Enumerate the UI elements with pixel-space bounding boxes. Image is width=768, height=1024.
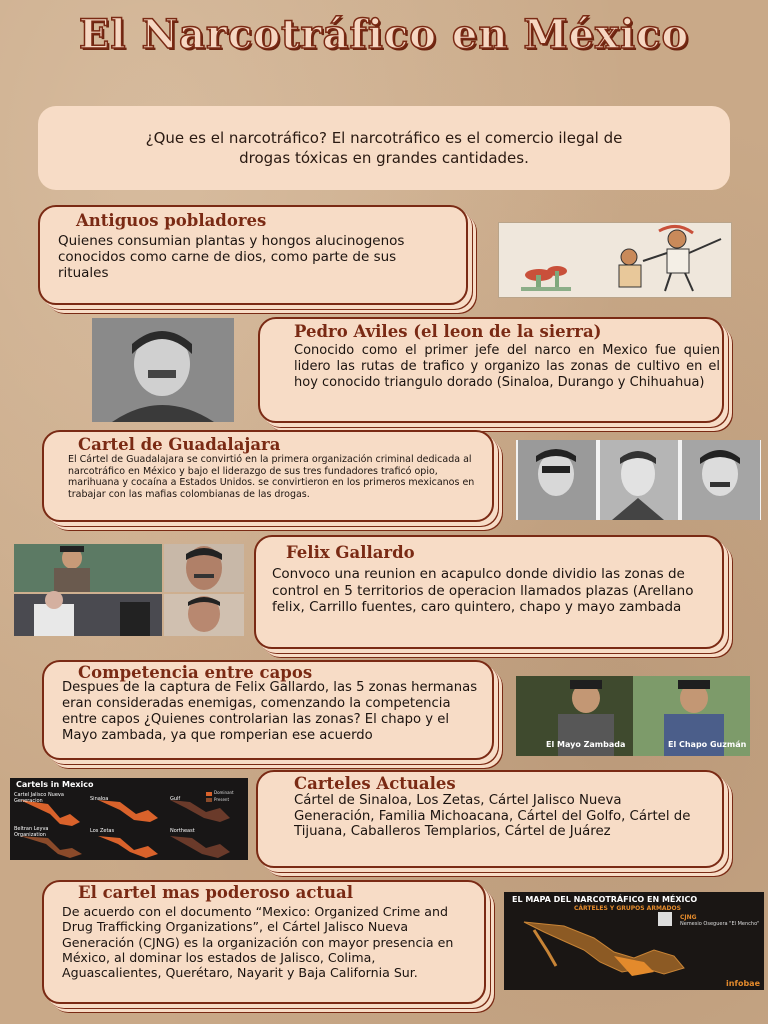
section-body: Cártel de Sinaloa, Los Zetas, Cártel Jalisco Nueva Generación, Familia Michoacana, Cártel del Golfo, Cártel de Tijuana, Caballeros Templarios, Cártel de Juárez	[294, 793, 691, 839]
section-heading: Antiguos pobladores	[76, 211, 267, 230]
intro-box	[38, 106, 730, 190]
mayo-chapo-photo	[516, 676, 750, 756]
guadalajara-founders-photos	[516, 440, 761, 520]
map-title: Cartels in Mexico	[16, 780, 94, 789]
narco-map-title: EL MAPA DEL NARCOTRÁFICO EN MÉXICO	[512, 895, 698, 904]
narco-map-infographic	[504, 892, 764, 990]
section-heading: Competencia entre capos	[78, 663, 313, 682]
section-body: El Cártel de Guadalajara se convirtió en la primera organización criminal dedicada al narcotráfico en México y bajo el liderazgo de sus tres fundadores traficó opio, marihuana y cocaína a Estados Unidos. se convirtieron en los primeros mexicanos en trabajar con las mafias colombianas de las drogas.	[68, 454, 475, 500]
section-antiguos-pobladores	[38, 205, 468, 305]
section-cartel-mas-poderoso	[42, 880, 486, 1004]
section-heading: Felix Gallardo	[286, 543, 415, 562]
infobae-logo: infobae	[726, 979, 760, 988]
map-label-los-zetas: Los Zetas	[90, 828, 115, 834]
narco-map-subtitle: CÁRTELES Y GRUPOS ARMADOS	[574, 905, 681, 912]
map-label-gulf: Gulf	[170, 796, 181, 802]
section-body: Quienes consumian plantas y hongos alucinogenos conocidos como carne de dios, como parte de sus rituales	[58, 233, 405, 281]
section-carteles-actuales	[256, 770, 724, 868]
section-body: Conocido como el primer jefe del narco en Mexico fue quien lidero las rutas de trafico y organizo las zonas de cultivo en el hoy conocido triangulo dorado (Sinaloa, Durango y Chihuahua)	[294, 343, 720, 390]
codex-illustration	[498, 222, 732, 298]
section-heading: Pedro Aviles (el leon de la sierra)	[294, 322, 602, 341]
narco-map-cjng-label: CJNG	[680, 914, 697, 921]
map-label-cjng: Cartel Jalisco Nueva Generacion	[14, 792, 64, 804]
map-label-northeast: Northeast	[170, 828, 195, 834]
photo-caption-mayo: El Mayo Zambada	[546, 740, 626, 749]
map-label-beltran-leyva: Beltran Leyva Organization	[14, 826, 49, 838]
legend-present: Present	[214, 797, 230, 802]
map-label-sinaloa: Sinaloa	[90, 796, 109, 802]
section-felix-gallardo	[254, 535, 724, 649]
section-heading: Cartel de Guadalajara	[78, 435, 281, 454]
legend-dominant: Dominant	[214, 790, 234, 795]
page-title: El Narcotráfico en México	[78, 11, 690, 58]
section-body: De acuerdo con el documento “Mexico: Organized Crime and Drug Trafficking Organizations”, el Cártel Jalisco Nueva Generación (CJNG) es la organización con mayor presencia en México, al dominar los estados de Jalisco, Colima, Aguascalientes, Querétaro, Nayarit y Baja California Sur.	[62, 904, 454, 981]
section-cartel-guadalajara	[42, 430, 494, 522]
section-body: Despues de la captura de Felix Gallardo, las 5 zonas hermanas eran consideradas enemigas, comenzando la competencia entre capos ¿Quienes controlarian las zonas? El chapo y el Mayo zambada, ya que romperian ese acuerdo	[62, 680, 478, 743]
section-heading: El cartel mas poderoso actual	[78, 883, 353, 902]
narco-map-leader: Nemesio Oseguera "El Mencho"	[680, 921, 760, 927]
felix-gallardo-photos	[14, 544, 244, 636]
photo-caption-chapo: El Chapo Guzmán	[668, 740, 747, 749]
pedro-aviles-photo	[92, 318, 234, 422]
section-body: Convoco una reunion en acapulco donde dividio las zonas de control en 5 territorios de operacion llamados plazas (Arellano felix, Carrillo fuentes, caro quintero, chapo y mayo zambada	[272, 566, 694, 615]
section-competencia-capos	[42, 660, 494, 760]
section-heading: Carteles Actuales	[294, 774, 456, 793]
intro-text: ¿Que es el narcotráfico? El narcotráfico es el comercio ilegal de drogas tóxicas en grandes cantidades.	[145, 129, 623, 167]
section-pedro-aviles	[258, 317, 724, 423]
cartels-in-mexico-map	[10, 778, 248, 860]
